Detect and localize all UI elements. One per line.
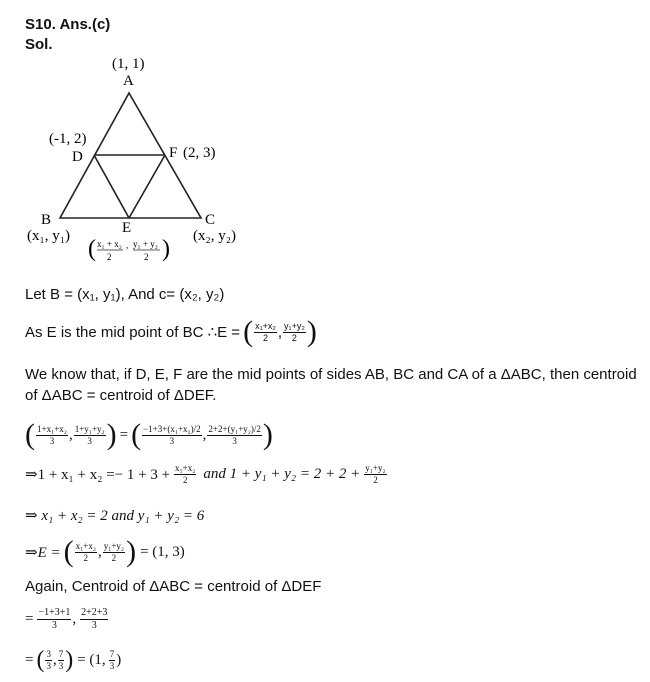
point-d-label: D xyxy=(72,149,83,165)
line-centroid-equation: ( 1+x₁+x₂ 3 , 1+y₁+y₂ 3 ) = ( −1+3+(x₁+x₂)/2 3 , 2+2+(y₁+y₂)/2 3 ) xyxy=(25,418,273,451)
point-e-open-paren: ( xyxy=(88,236,96,262)
line-sum-results: ⇒ x₁ + x₂ = 2 and y₁ + y₂ = 6 xyxy=(25,508,205,524)
line-we-know: We know that, if D, E, F are the mid points of sides AB, BC and CA of a ΔABC, then centroid xyxy=(25,366,637,383)
point-b-label: B xyxy=(41,212,52,228)
line-midpoint-e: As E is the mid point of BC ∴E = ( x₁+x₂ 2 , y₁+y₂ 2 ) xyxy=(25,315,317,348)
midpoint-e-prefix: As E is the mid point of BC ∴E = xyxy=(25,324,241,341)
point-e-label: E xyxy=(122,220,132,236)
point-f-label: F xyxy=(169,145,178,161)
line-centroid-def: of ΔABC = centroid of ΔDEF. xyxy=(25,387,217,404)
point-e-den1: 2 xyxy=(107,252,112,262)
solution-label: Sol. xyxy=(25,36,53,53)
point-e-num1: x₁ + x₂ xyxy=(97,239,122,249)
line-let-b: Let B = (x₁, y₁), And c= (x₂, y₂) xyxy=(25,286,225,303)
answer-heading: S10. Ans.(c) xyxy=(25,16,111,33)
point-c-label: C xyxy=(205,212,216,228)
triangle-figure xyxy=(0,0,650,275)
point-a-label: A xyxy=(123,73,134,89)
line-centroid-values: = $\frac{-1+3+1}{3}$ , 2+2+3 3 xyxy=(25,607,108,631)
point-b-coord: (x₁, y₁) xyxy=(27,228,70,244)
line-final-result: = ( 3 3 , 7 3 ) = (1, 7 3 ) xyxy=(25,647,122,673)
point-d-coord: (-1, 2) xyxy=(49,131,87,147)
segment-de xyxy=(94,155,129,218)
point-e-den2: 2 xyxy=(144,252,149,262)
line-e-result: ⇒E = ( x₁+x₂ 2 , y₁+y₂ 2 ) = (1, 3) xyxy=(25,535,185,568)
point-e-close-paren: ) xyxy=(162,236,170,262)
point-a-coord: (1, 1) xyxy=(112,56,145,72)
segment-fe xyxy=(129,155,165,218)
line-again-centroid: Again, Centroid of ΔABC = centroid of ΔDEF xyxy=(25,578,322,595)
point-f-coord: (2, 3) xyxy=(183,145,216,161)
line-implies-sum: ⇒1 + x₁ + x₂ =− 1 + 3 + $\frac{\text{x₁+x₂}}{2}$ and 1 + y₁ + y₂ = 2 + 2 + $\frac{\text{y₁+y₂}}{2}$ xyxy=(25,463,386,485)
point-c-coord: (x₂, y₂) xyxy=(193,228,236,244)
point-e-num2: y₁ + y₂ xyxy=(133,239,158,249)
svg-text:,: , xyxy=(126,240,129,250)
